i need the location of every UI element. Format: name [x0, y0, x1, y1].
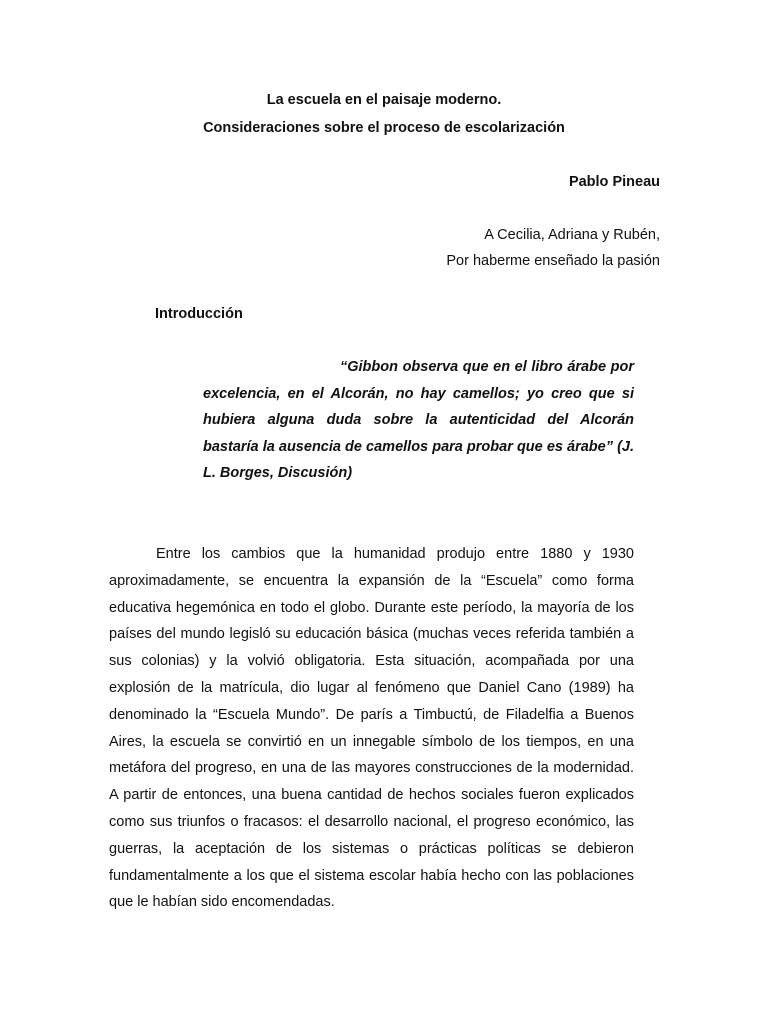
author-name: Pablo Pineau — [568, 174, 660, 190]
epigraph-quote: “Gibbon observa que en el libro árabe por excelencia, en el Alcorán, no hay camellos; yo creo que si hubiera alguna duda sobre la autenticidad del Alcorán bastaría la ausencia de camellos para probar que es árabe” (J. L. Borges, Discusión) — [203, 359, 634, 482]
body-paragraph: Entre los cambios que la humanidad produjo entre 1880 y 1930 aproximadamente, se encuentra la expansión de la “Escuela” como forma educativa hegemónica en todo el globo. Durante este período, la mayoría de los países del mundo legisló su educación básica (muchas veces referida también a sus colonias) y la volvió obligatoria. Esta situación, acompañada por una explosión de la matrícula, dio lugar al fenómeno que Daniel Cano (1989) ha denominado la “Escuela Mundo”. De parís a Timbuctú, de Filadelfia a Buenos Aires, la escuela se convirtió en un innegable símbolo de los tiempos, en una metáfora del progreso, en una de las mayores construcciones de la modernidad. A partir de entonces, una buena cantidad de hechos sociales fueron explicados como sus triunfos o fracasos: el desarrollo nacional, el progreso económico, las guerras, la aceptación de los sistemas o prácticas políticas se debieron fundamentalmente a los que el sistema escolar había hecho con las poblaciones que le habían sido encomendadas. — [109, 546, 634, 911]
dedication-line-2: Por haberme enseñado la pasión — [446, 253, 660, 269]
dedication-line-1: A Cecilia, Adriana y Rubén, — [484, 227, 660, 243]
document-subtitle: Consideraciones sobre el proceso de escolarización — [203, 120, 565, 136]
section-heading: Introducción — [155, 306, 243, 322]
document-title: La escuela en el paisaje moderno. — [266, 92, 502, 108]
